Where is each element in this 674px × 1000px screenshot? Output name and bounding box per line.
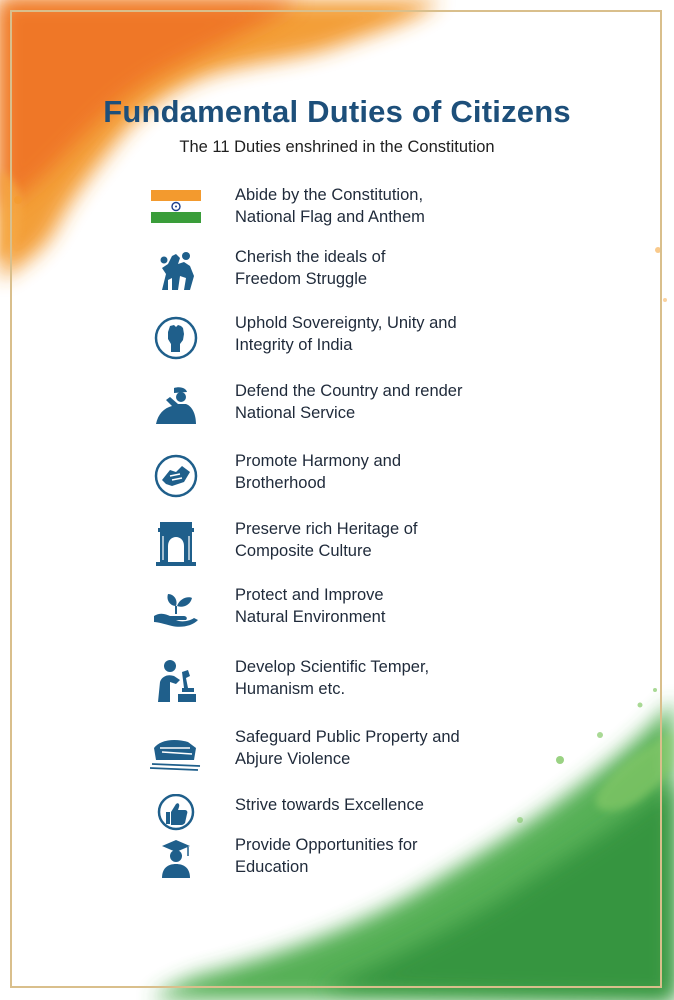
duty-line-2: Integrity of India: [235, 336, 353, 354]
duty-line-2: Humanism etc.: [235, 680, 346, 698]
graduate-icon: [150, 834, 202, 886]
duty-item: [0, 380, 674, 440]
duty-item: [0, 656, 674, 716]
handshake-icon: [150, 450, 202, 502]
duty-item: [0, 584, 674, 644]
duty-line-1: Defend the Country and render: [235, 382, 463, 400]
duty-line-1: Protect and Improve: [235, 586, 384, 604]
duty-line-1: Safeguard Public Property and: [235, 728, 460, 746]
duty-item: [0, 450, 674, 510]
duty-line-1: Promote Harmony and: [235, 452, 401, 470]
duty-line-1: Provide Opportunities for: [235, 836, 418, 854]
page-title: Fundamental Duties of Citizens: [103, 94, 571, 129]
duty-line-1: Abide by the Constitution,: [235, 186, 424, 204]
hand-with-plant-icon: [150, 584, 202, 636]
duty-line-2: Brotherhood: [235, 474, 326, 492]
raised-fist-icon: [150, 312, 202, 364]
duty-item: [0, 246, 674, 306]
duty-line-2: Abjure Violence: [235, 750, 351, 768]
duty-line-2: Freedom Struggle: [235, 270, 368, 288]
duty-line-2: Natural Environment: [235, 608, 386, 626]
duty-item: [0, 726, 674, 786]
india-gate-icon: [150, 518, 202, 570]
duty-line-1: Cherish the ideals of: [235, 248, 386, 266]
indian-flag-icon: [150, 184, 202, 236]
train-icon: [150, 726, 202, 778]
duty-line-2: National Service: [235, 404, 356, 422]
duty-line-1: Uphold Sovereignty, Unity and: [235, 314, 457, 332]
saluting-soldier-icon: [150, 380, 202, 432]
freedom-fighters-icon: [150, 246, 202, 298]
duty-line-2: Education: [235, 858, 309, 876]
duty-item: [0, 518, 674, 578]
scientist-microscope-icon: [150, 656, 202, 708]
page-subtitle: The 11 Duties enshrined in the Constitution: [179, 138, 495, 156]
duty-line-1: Strive towards Excellence: [235, 796, 424, 814]
duty-line-2: National Flag and Anthem: [235, 208, 425, 226]
duty-item: [0, 834, 674, 894]
duty-line-1: Develop Scientific Temper,: [235, 658, 430, 676]
duty-item: [0, 184, 674, 244]
duty-line-2: Composite Culture: [235, 542, 372, 560]
duty-item: [0, 312, 674, 372]
duty-line-1: Preserve rich Heritage of: [235, 520, 418, 538]
